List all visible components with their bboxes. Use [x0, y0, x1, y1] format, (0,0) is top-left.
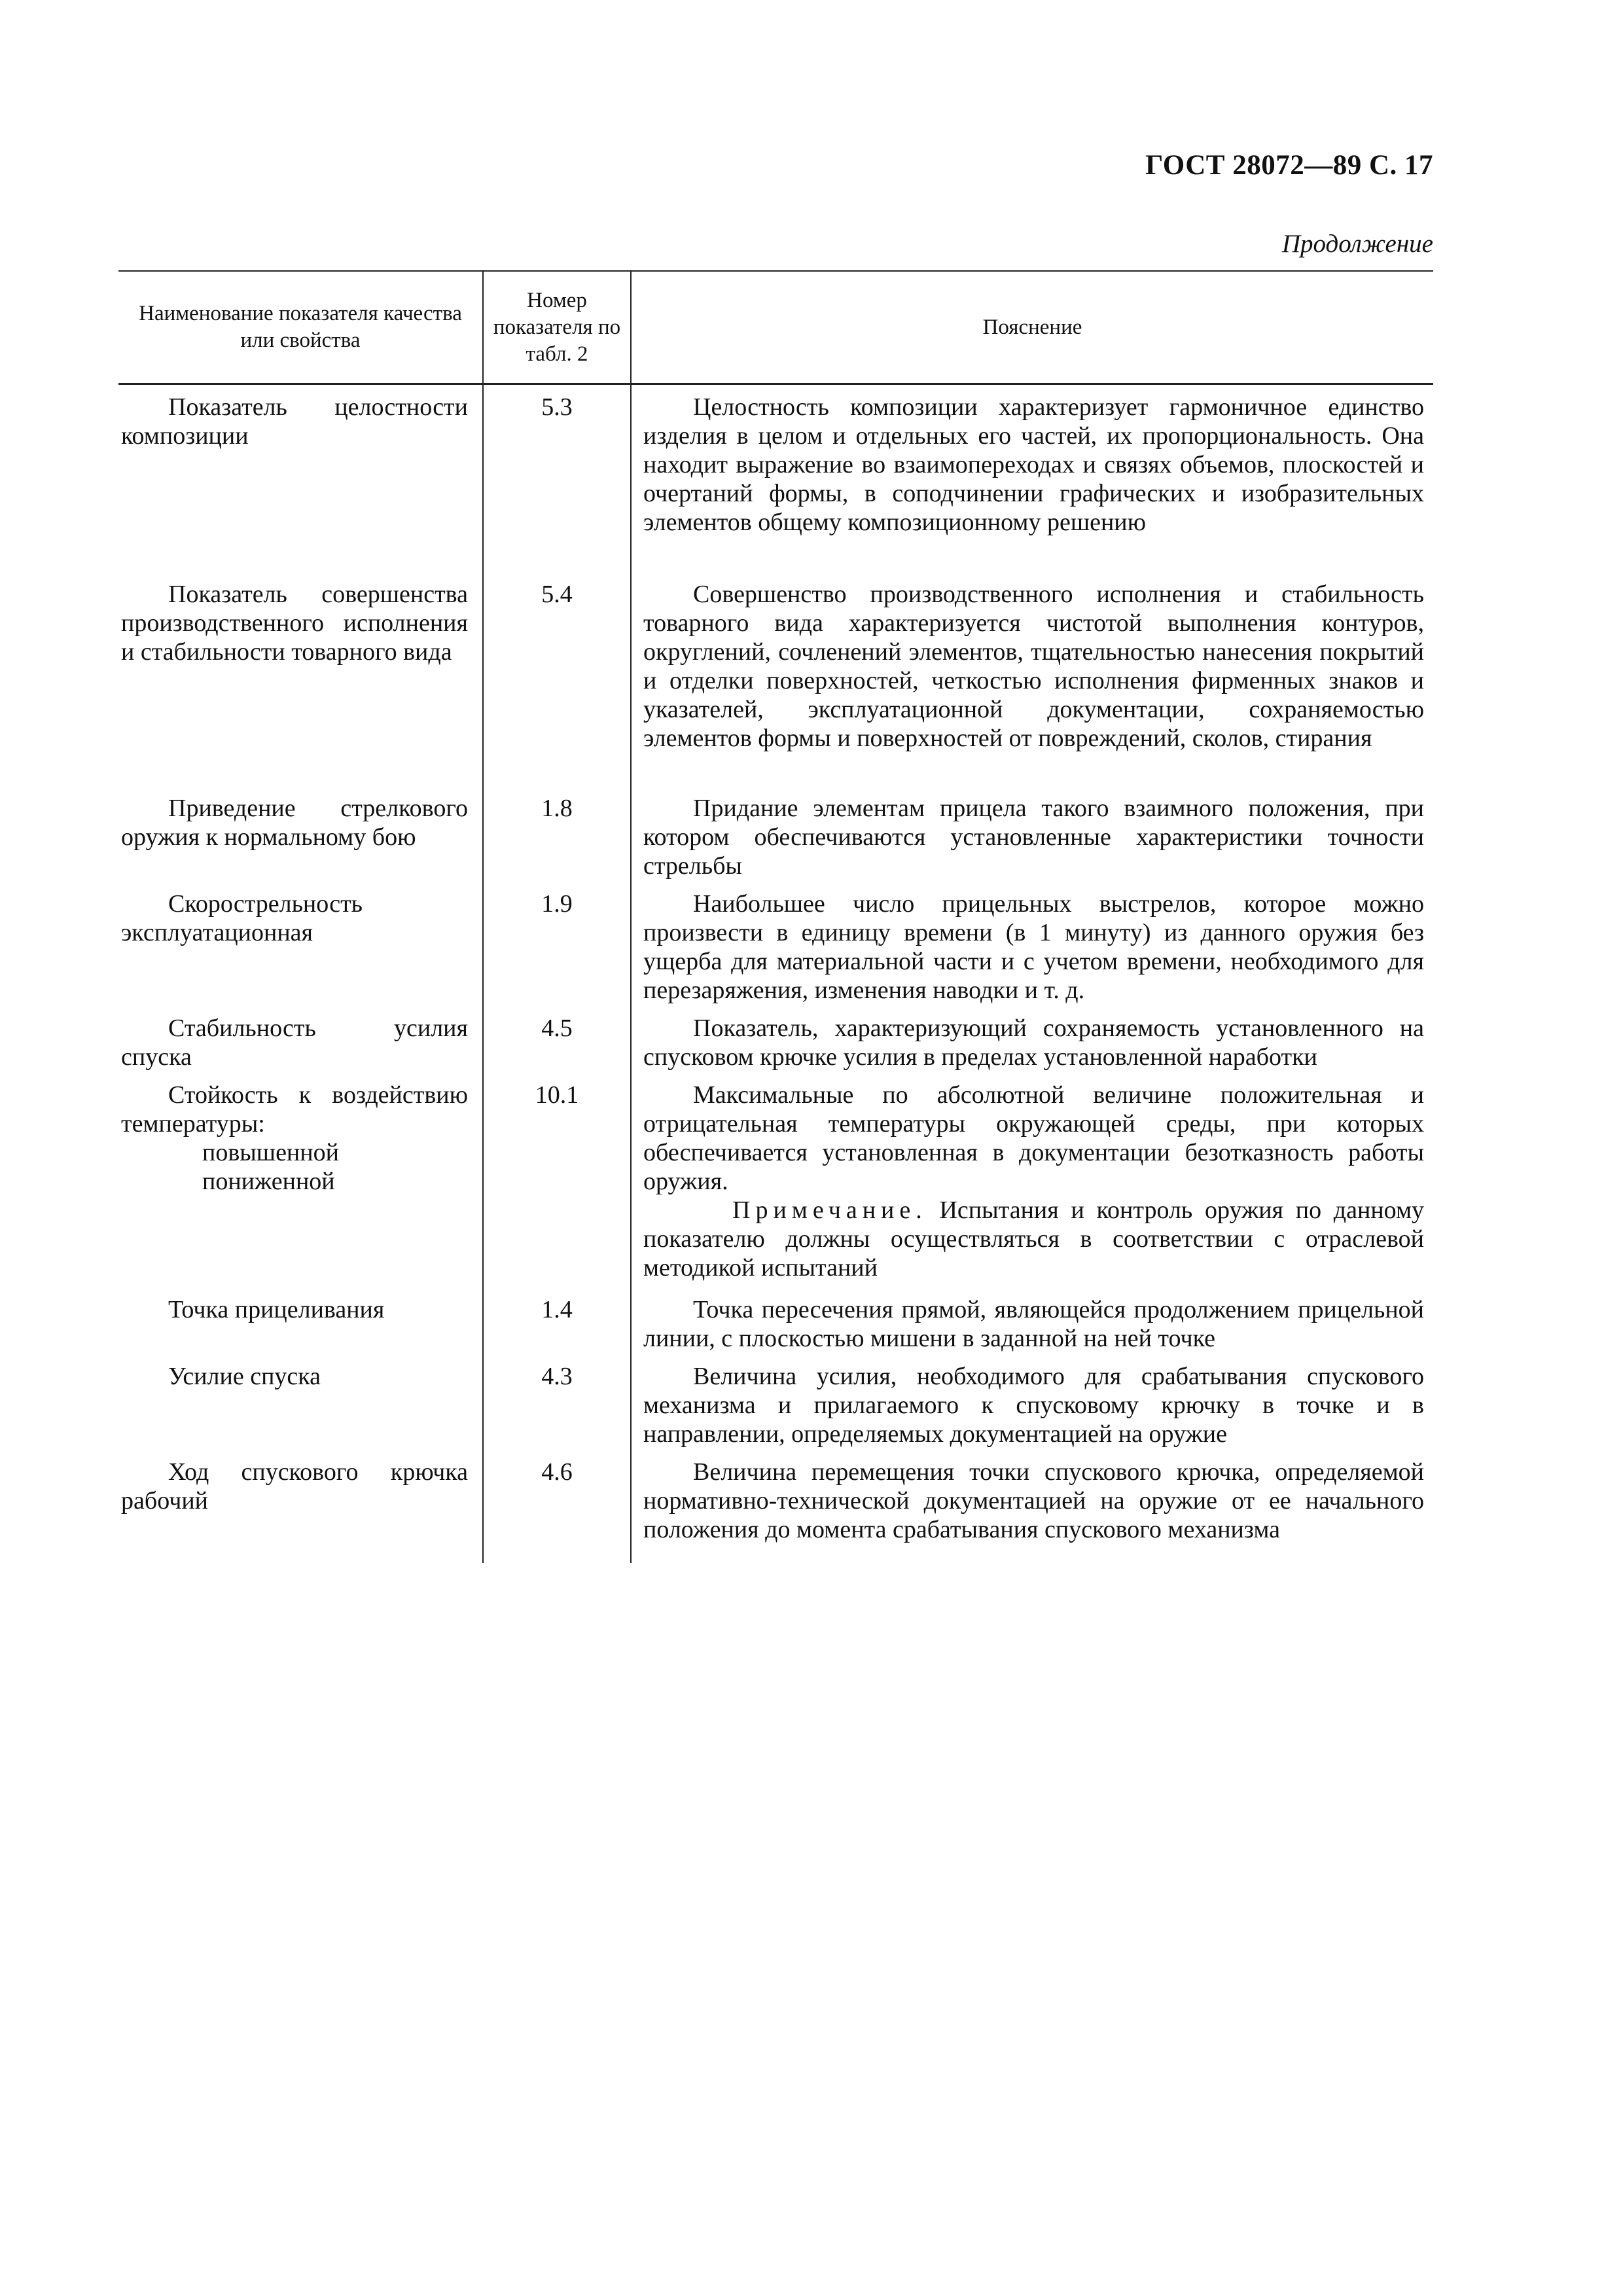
column-header-explanation: Пояснение	[631, 271, 1433, 384]
row-explanation-cell	[631, 1073, 1433, 1287]
page-header: ГОСТ 28072—89 С. 17	[1145, 150, 1433, 181]
column-header-name: Наименование показателя качества или свойства	[118, 271, 483, 384]
row-name-cell	[118, 1354, 483, 1450]
indicator-subitem: повышенной	[202, 1138, 339, 1166]
indicator-number: 1.4	[483, 1287, 631, 1354]
row-explanation-cell	[631, 1354, 1433, 1450]
row-name-cell	[118, 1450, 483, 1563]
indicator-number: 4.6	[483, 1450, 631, 1563]
indicator-name: Ход спускового крючка рабочий	[121, 1458, 468, 1515]
indicator-name: Показатель целостности композиции	[121, 393, 468, 450]
continuation-label: Продолжение	[1281, 230, 1433, 258]
indicator-name: Стойкость к воздействию температуры:	[121, 1081, 468, 1138]
row-name-cell	[118, 384, 483, 572]
indicator-number: 5.3	[483, 384, 631, 572]
row-name-cell	[118, 1073, 483, 1287]
row-explanation-cell	[631, 786, 1433, 882]
indicator-explanation: Максимальные по абсолютной величине положительная и отрицательная температуры окружающей среды, при которых обеспечивается установленная в документации безотказность работы оружия.	[643, 1081, 1424, 1195]
indicator-number: 4.5	[483, 1006, 631, 1073]
row-name-cell	[118, 572, 483, 786]
column-header-number: Номер показателя по табл. 2	[483, 271, 631, 384]
note-text: Испытания и контроль оружия по данному показателю должны осуществляться в соответствии с отраслевой методикой испытаний	[643, 1196, 1424, 1282]
indicator-number: 1.9	[483, 882, 631, 1006]
table-row	[118, 1450, 1433, 1563]
row-explanation-cell	[631, 882, 1433, 1006]
table-row	[118, 1073, 1433, 1287]
indicator-explanation: Величина усилия, необходимого для срабатывания спускового механизма и прилагаемого к спусковому крючку в точке и в направлении, определяемых документацией на оружие	[643, 1362, 1424, 1448]
indicator-subitem: пониженной	[202, 1167, 335, 1195]
indicator-explanation: Точка пересечения прямой, являющейся продолжением прицельной линии, с плоскостью мишени в заданной на ней точке	[643, 1295, 1424, 1352]
indicator-explanation: Показатель, характеризующий сохраняемость установленного на спусковом крючке усилия в пределах установленной наработки	[643, 1014, 1424, 1071]
table-row	[118, 1354, 1433, 1450]
table-row	[118, 1287, 1433, 1354]
row-name-cell	[118, 882, 483, 1006]
indicator-name: Точка прицеливания	[168, 1295, 385, 1323]
row-name-cell	[118, 1287, 483, 1354]
indicator-explanation: Целостность композиции характеризует гармоничное единство изделия в целом и отдельных его частей, их пропорциональность. Она находит выражение во взаимопереходах и связях объемов, плоскостей и очертаний формы, в соподчинении графических и изобразительных элементов общему композиционному решению	[643, 393, 1424, 536]
indicator-name: Стабильность усилия спуска	[121, 1014, 468, 1071]
note-label: Примечание.	[732, 1196, 927, 1224]
indicator-name: Показатель совершенства производственного исполнения и стабильности товарного вида	[121, 580, 468, 666]
table-note	[643, 1196, 1424, 1282]
indicator-name: Усилие спуска	[168, 1362, 321, 1390]
row-explanation-cell	[631, 572, 1433, 786]
indicator-name: Приведение стрелкового оружия к нормальному бою	[121, 794, 468, 851]
row-explanation-cell	[631, 1287, 1433, 1354]
row-name-cell	[118, 1006, 483, 1073]
row-explanation-cell	[631, 384, 1433, 572]
row-name-cell	[118, 786, 483, 882]
table-row	[118, 882, 1433, 1006]
indicator-number: 1.8	[483, 786, 631, 882]
indicator-number: 5.4	[483, 572, 631, 786]
table-row	[118, 572, 1433, 786]
indicator-name: Скорострельность эксплуатационная	[121, 889, 363, 946]
table-row	[118, 384, 1433, 572]
indicators-table	[118, 270, 1433, 1563]
table-row	[118, 786, 1433, 882]
indicator-number: 4.3	[483, 1354, 631, 1450]
row-explanation-cell	[631, 1006, 1433, 1073]
row-explanation-cell	[631, 1450, 1433, 1563]
indicator-explanation: Величина перемещения точки спускового крючка, определяемой нормативно-технической документацией на оружие от ее начального положения до момента срабатывания спускового механизма	[643, 1458, 1424, 1543]
table-row	[118, 1006, 1433, 1073]
indicator-explanation: Придание элементам прицела такого взаимного положения, при котором обеспечиваются установленные характеристики точности стрельбы	[643, 794, 1424, 880]
indicator-number: 10.1	[483, 1073, 631, 1287]
table-header-row	[118, 271, 1433, 384]
indicator-explanation: Совершенство производственного исполнения и стабильность товарного вида характеризуется чистотой выполнения контуров, округлений, сочленений элементов, тщательностью нанесения покрытий и отделки поверхностей, четкостью исполнения фирменных знаков и указателей, эксплуатационной документации, сохраняемостью элементов формы и поверхностей от повреждений, сколов, стирания	[643, 580, 1424, 752]
indicator-explanation: Наибольшее число прицельных выстрелов, которое можно произвести в единицу времени (в 1 минуту) из данного оружия без ущерба для материальной части и с учетом времени, необходимого для перезаряжения, изменения наводки и т. д.	[643, 889, 1424, 1004]
